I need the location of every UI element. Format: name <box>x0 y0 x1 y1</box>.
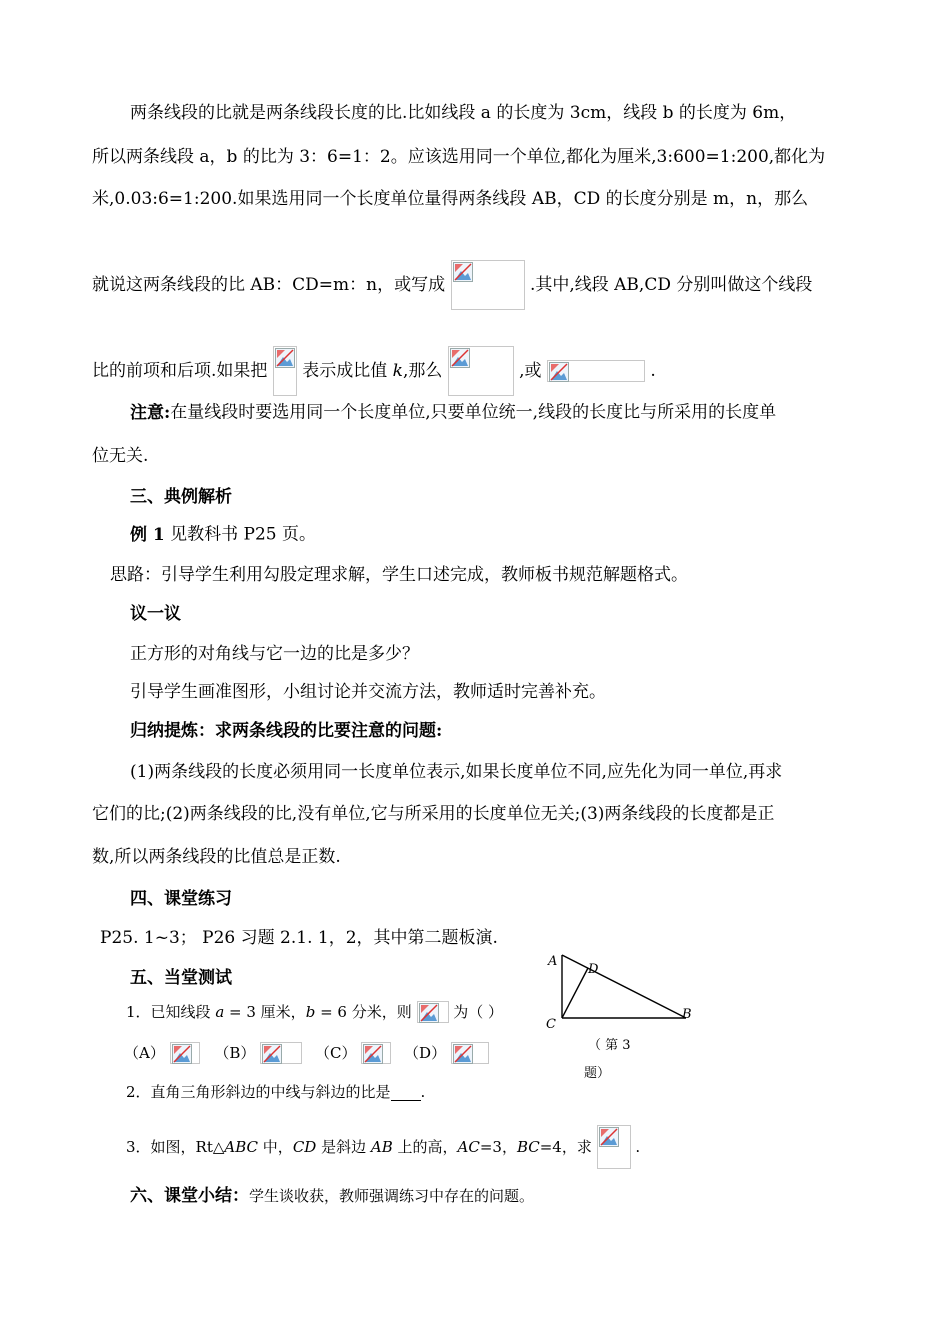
text: 两条线段的比就是两条线段长度的比.比如线段 a 的长度为 3cm，线段 b 的长度为 6m， <box>130 102 797 123</box>
text: = 6 分米，则 <box>315 1003 412 1021</box>
text: (1)两条线段的长度必须用同一长度单位表示,如果长度单位不同,应先化为同一单位,再求 <box>130 761 783 782</box>
text: 比的前项和后项.如果把 <box>92 361 268 381</box>
example-1 <box>0 523 950 546</box>
heading: 六、课堂小结： <box>130 1186 249 1206</box>
side-ab <box>562 955 686 1018</box>
section-6 <box>0 1184 950 1207</box>
idea-line <box>0 563 950 586</box>
para-line-3 <box>0 187 950 210</box>
rule-line-2 <box>0 802 950 825</box>
text: = 3 厘米， <box>224 1003 306 1021</box>
vertex-label-d: D <box>588 962 599 977</box>
broken-image-icon <box>547 360 645 382</box>
text: 在量线段时要选用同一个长度单位,只要单位统一,线段的长度比与所采用的长度单 <box>170 402 777 423</box>
text: 3．如图，Rt△ <box>126 1138 225 1156</box>
variable: a <box>215 1003 225 1021</box>
text: .其中,线段 AB,CD 分别叫做这个线段 <box>529 275 813 295</box>
text: 上的高， <box>392 1138 458 1156</box>
example-label: 例 1 <box>130 524 165 545</box>
text: 引导学生画准图形，小组讨论并交流方法，教师适时完善补充。 <box>130 681 606 702</box>
text: =4，求 <box>539 1138 592 1156</box>
summary-heading <box>0 719 950 742</box>
text: 表示成比值 <box>302 361 393 381</box>
option-label: （D） <box>404 1044 447 1062</box>
triangle-diagram <box>540 945 710 1039</box>
option-label: （B） <box>214 1044 256 1062</box>
para-line-5 <box>0 346 950 396</box>
rule-line-1 <box>0 760 950 783</box>
text: 思路：引导学生利用勾股定理求解，学生口述完成，教师板书规范解题格式。 <box>110 564 688 585</box>
broken-image-icon <box>417 1001 449 1023</box>
para-line-2 <box>0 145 950 168</box>
triangle-figure <box>540 945 710 1035</box>
broken-image-icon <box>260 1042 302 1064</box>
broken-image-icon <box>170 1042 200 1064</box>
test-q3 <box>0 1125 950 1169</box>
section-3-heading <box>0 485 950 508</box>
broken-image-icon <box>448 346 514 396</box>
text: 所以两条线段 a，b 的比为 3：6=1：2。应该选用同一个单位,都化为厘米,3:600=1:200,都化为 <box>92 146 826 167</box>
text: ,那么 <box>402 361 443 381</box>
note-line-2 <box>0 444 950 467</box>
practice-line <box>0 926 950 949</box>
vertex-label-c: C <box>546 1017 556 1032</box>
variable: ABC <box>224 1138 259 1156</box>
text: 学生谈收获，教师强调练习中存在的问题。 <box>249 1187 535 1205</box>
text: 1．已知线段 <box>126 1003 216 1021</box>
text: 2．直角三角形斜边的中线与斜边的比是 <box>126 1083 391 1101</box>
test-q2 <box>0 1080 950 1103</box>
option-label: （C） <box>315 1044 357 1062</box>
variable: CD <box>292 1138 317 1156</box>
heading: 三、典例解析 <box>130 486 232 507</box>
option-label: （A） <box>124 1044 165 1062</box>
text: 数,所以两条线段的比值总是正数. <box>92 846 341 867</box>
variable: BC <box>516 1138 540 1156</box>
text: 中， <box>258 1138 293 1156</box>
vertex-label-a: A <box>548 954 558 969</box>
guide-line <box>0 680 950 703</box>
altitude-cd <box>562 968 588 1018</box>
figure-caption-2: 题） <box>584 1066 611 1081</box>
variable: AC <box>457 1138 480 1156</box>
text: ,或 <box>519 361 542 381</box>
text: 是斜边 <box>316 1138 371 1156</box>
rule-line-3 <box>0 845 950 868</box>
vertex-label-b: B <box>682 1007 692 1022</box>
text: 位无关. <box>92 445 149 466</box>
text: . <box>650 361 656 381</box>
test-q1 <box>0 1000 950 1023</box>
answer-blank <box>391 1084 421 1101</box>
section-4-heading <box>0 887 950 910</box>
broken-image-icon <box>451 1042 489 1064</box>
text: 见教科书 P25 页。 <box>164 524 317 545</box>
test-q1-options <box>0 1041 950 1064</box>
broken-image-icon <box>361 1042 391 1064</box>
variable: AB <box>370 1138 393 1156</box>
broken-image-icon <box>597 1125 631 1169</box>
heading: 四、课堂练习 <box>130 888 232 909</box>
para-line-1 <box>0 101 950 124</box>
heading: 议一议 <box>130 603 181 624</box>
text: . <box>420 1083 426 1101</box>
question-line <box>0 642 950 665</box>
text: 它们的比;(2)两条线段的比,没有单位,它与所采用的长度单位无关;(3)两条线段的长度都是正 <box>92 803 775 824</box>
para-line-4 <box>0 260 950 310</box>
broken-image-icon <box>451 260 525 310</box>
text: =3， <box>479 1138 517 1156</box>
yiyi-heading <box>0 602 950 625</box>
text: 就说这两条线段的比 AB：CD=m：n，或写成 <box>92 275 446 295</box>
text: 为（ ） <box>453 1003 504 1021</box>
variable: b <box>305 1003 316 1021</box>
broken-image-icon <box>273 346 297 396</box>
text: 米,0.03:6=1:200.如果选用同一个长度单位量得两条线段 AB，CD 的长度分别是 m，n，那么 <box>92 188 809 209</box>
text: P25. 1~3； P26 习题 2.1. 1，2，其中第二题板演. <box>100 927 498 948</box>
heading: 归纳提炼：求两条线段的比要注意的问题: <box>130 720 443 741</box>
section-5-heading <box>0 966 950 989</box>
text: . <box>635 1138 641 1156</box>
heading: 五、当堂测试 <box>130 967 232 988</box>
variable-k: k <box>392 361 403 381</box>
note-line-1 <box>0 401 950 424</box>
note-label: 注意: <box>130 402 171 423</box>
text: 正方形的对角线与它一边的比是多少？ <box>130 643 419 664</box>
figure-caption-1: （ 第 3 <box>588 1038 631 1053</box>
